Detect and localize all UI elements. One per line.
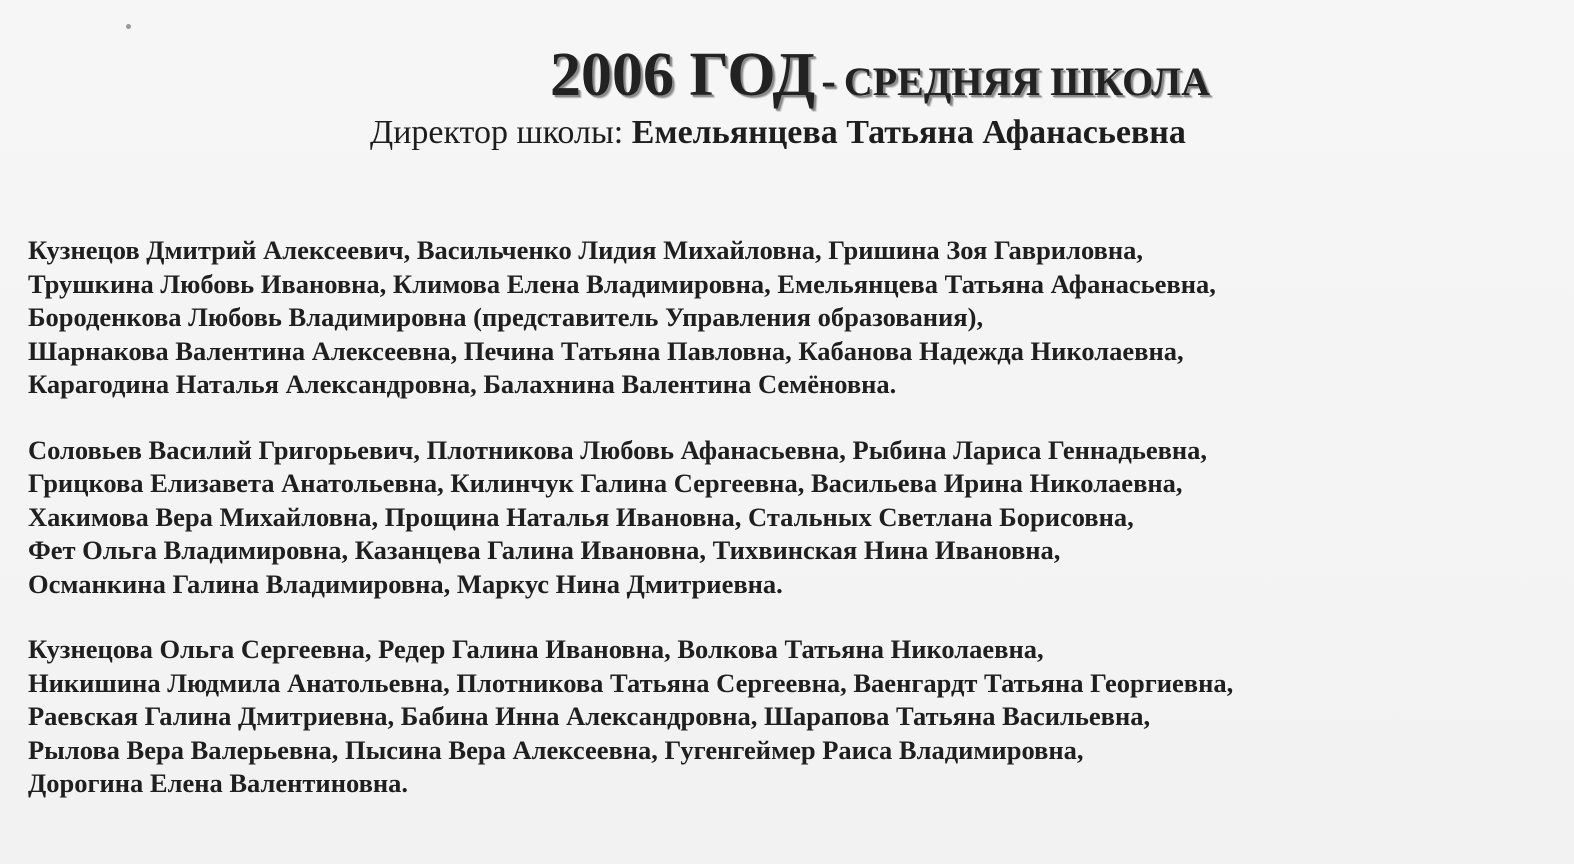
staff-line: Османкина Галина Владимировна, Маркус Нина Дмитриевна. — [28, 568, 783, 599]
title-dash: - — [821, 56, 836, 105]
title-year: 2006 ГОД — [549, 41, 816, 109]
staff-line: Дорогина Елена Валентиновна. — [28, 768, 409, 798]
title-school: СРЕДНЯЯ ШКОЛА — [843, 59, 1210, 104]
staff-line: Кузнецов Дмитрий Алексеевич, Васильченко Лидия Михайловна, Гришина Зоя Гавриловна, — [28, 235, 1143, 265]
staff-line: Хакимова Вера Михайловна, Прощина Наталья Ивановна, Стальных Светлана Борисовна, — [28, 501, 1134, 532]
staff-list — [28, 234, 1558, 833]
staff-line: Раевская Галина Дмитриевна, Бабина Инна Александровна, Шарапова Татьяна Васильевна, — [28, 701, 1151, 731]
staff-line: Карагодина Наталья Александровна, Балахнина Валентина Семёновна. — [28, 369, 897, 399]
staff-line: Рылова Вера Валерьевна, Пысина Вера Алексеевна, Гугенгеймер Раиса Владимировна, — [28, 734, 1084, 765]
staff-paragraph-2 — [28, 434, 1558, 602]
page-title — [0, 40, 1574, 111]
staff-line: Соловьев Василий Григорьевич, Плотникова Любовь Афанасьевна, Рыбина Лариса Геннадьевна, — [28, 434, 1208, 465]
staff-line: Кузнецова Ольга Сергеевна, Редер Галина Ивановна, Волкова Татьяна Николаевна, — [28, 634, 1044, 664]
staff-line: Бороденкова Любовь Владимировна (представитель Управления образования), — [28, 302, 984, 332]
scan-speck — [126, 24, 131, 29]
staff-line: Фет Ольга Владимировна, Казанцева Галина Ивановна, Тихвинская Нина Ивановна, — [28, 535, 1061, 565]
staff-line: Грицкова Елизавета Анатольевна, Килинчук Галина Сергеевна, Васильева Ирина Николаевна, — [28, 468, 1183, 498]
staff-paragraph-1 — [28, 234, 1558, 402]
director-name: Емельянцева Татьяна Афанасьевна — [631, 114, 1186, 151]
staff-line: Шарнакова Валентина Алексеевна, Печина Татьяна Павловна, Кабанова Надежда Николаевна, — [28, 335, 1184, 366]
director-label: Директор школы: — [370, 114, 624, 151]
staff-line: Трушкина Любовь Ивановна, Климова Елена Владимировна, Емельянцева Татьяна Афанасьевна, — [28, 268, 1216, 299]
staff-line: Никишина Людмила Анатольевна, Плотникова Татьяна Сергеевна, Ваенгардт Татьяна Георгиевна, — [28, 667, 1234, 698]
staff-paragraph-3 — [28, 633, 1558, 801]
director-line — [370, 114, 1186, 152]
